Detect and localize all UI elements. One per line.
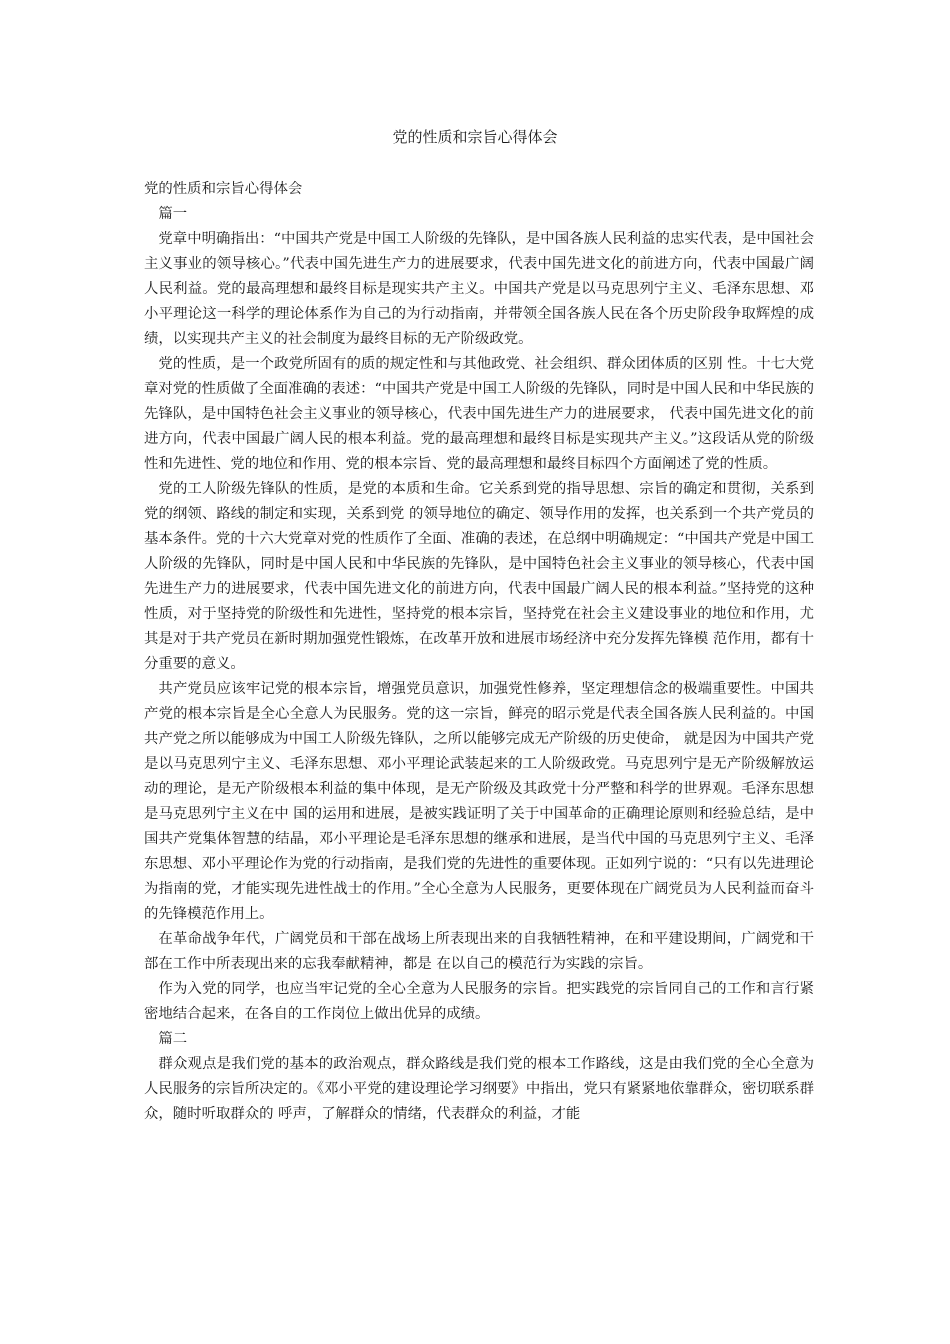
document-title: 党的性质和宗旨心得体会 [392, 128, 558, 146]
paragraph-2: 党的性质，是一个政党所固有的质的规定性和与其他政党、社会组织、群众团体质的区别 性。十七大党章对党的性质做了全面准确的表述：“中国共产党是中国工人阶级的先锋队，同时是中国人民和中华民族的先锋队，是中国特色社会主义事业的领导核心，代表中国先进生产力的进展要求， 代表中国先进文化的前进方向，代表中国最广阔人民的根本利益。党的最高理想和最终目标是实现共产主义。”这段话从党的阶级性和先进性、党的地位和作用、党的根本宗旨、党的最高理想和最终目标四个方面阐述了党的性质。 [144, 356, 814, 472]
section-heading-2: 篇二 [158, 1031, 188, 1047]
section-heading-1: 篇一 [158, 206, 188, 222]
paragraph-3: 党的工人阶级先锋队的性质，是党的本质和生命。它关系到党的指导思想、宗旨的确定和贯彻，关系到党的纲领、路线的制定和实现，关系到党 的领导地位的确定、领导作用的发挥，也关系到一个共产党员的基本条件。党的十六大党章对党的性质作了全面、准确的表述，在总纲中明确规定：“中国共产党是中国工人阶级的先锋队，同时是中国人民和中华民族的先锋队，是中国特色社会主义事业的领导核心，代表中国先进生产力的进展要求，代表中国先进文化的前进方向，代表中国最广阔人民的根本利益。”坚持党的这种性质，对于坚持党的阶级性和先进性，坚持党的根本宗旨，坚持党在社会主义建设事业的地位和作用，尤其是对于共产党员在新时期加强党性锻炼，在改革开放和进展市场经济中充分发挥先锋模 范作用，都有十分重要的意义。 [144, 481, 814, 672]
document-subtitle: 党的性质和宗旨心得体会 [144, 181, 303, 197]
paragraph-7: 群众观点是我们党的基本的政治观点，群众路线是我们党的根本工作路线，这是由我们党的全心全意为人民服务的宗旨所决定的。《邓小平党的建设理论学习纲要》中指出，党只有紧紧地依靠群众，密切联系群众，随时听取群众的 呼声，了解群众的情绪，代表群众的利益，才能 [144, 1056, 814, 1122]
paragraph-6: 作为入党的同学，也应当牢记党的全心全意为人民服务的宗旨。把实践党的宗旨同自己的工作和言行紧密地结合起来，在各自的工作岗位上做出优异的成绩。 [144, 981, 814, 1022]
document-body [144, 177, 814, 1127]
paragraph-1: 党章中明确指出：“中国共产党是中国工人阶级的先锋队，是中国各族人民利益的忠实代表，是中国社会主义事业的领导核心。”代表中国先进生产力的进展要求，代表中国先进文化的前进方向，代表中国最广阔人民利益。党的最高理想和最终目标是现实共产主义。中国共产党是以马克思列宁主义、毛泽东思想、邓小平理论这一科学的理论体系作为自己的为行动指南，并带领全国各族人民在各个历史阶段争取辉煌的成绩，以实现共产主义的社会制度为最终目标的无产阶级政党。 [144, 231, 814, 347]
paragraph-5: 在革命战争年代，广阔党员和干部在战场上所表现出来的自我牺牲精神，在和平建设期间，广阔党和干部在工作中所表现出来的忘我奉献精神，都是 在以自己的模范行为实践的宗旨。 [144, 931, 814, 972]
paragraph-4: 共产党员应该牢记党的根本宗旨，增强党员意识，加强党性修养，坚定理想信念的极端重要性。中国共产党的根本宗旨是全心全意人为民服务。党的这一宗旨，鲜亮的昭示党是代表全国各族人民利益的。中国共产党之所以能够成为中国工人阶级先锋队，之所以能够完成无产阶级的历史使命， 就是因为中国共产党是以马克思列宁主义、毛泽东思想、邓小平理论武装起来的工人阶级政党。马克思列宁是无产阶级解放运动的理论，是无产阶级根本利益的集中体现，是无产阶级及其政党十分严整和科学的世界观。毛泽东思想是马克思列宁主义在中 国的运用和进展，是被实践证明了关于中国革命的正确理论原则和经验总结，是中国共产党集体智慧的结晶，邓小平理论是毛泽东思想的继承和进展，是当代中国的马克思列宁主义、毛泽东思想、邓小平理论作为党的行动指南，是我们党的先进性的重要体现。正如列宁说的：“只有以先进理论为指南的党，才能实现先进性战士的作用。”全心全意为人民服务，更要体现在广阔党员为人民利益而奋斗的先锋模范作用上。 [144, 681, 814, 922]
